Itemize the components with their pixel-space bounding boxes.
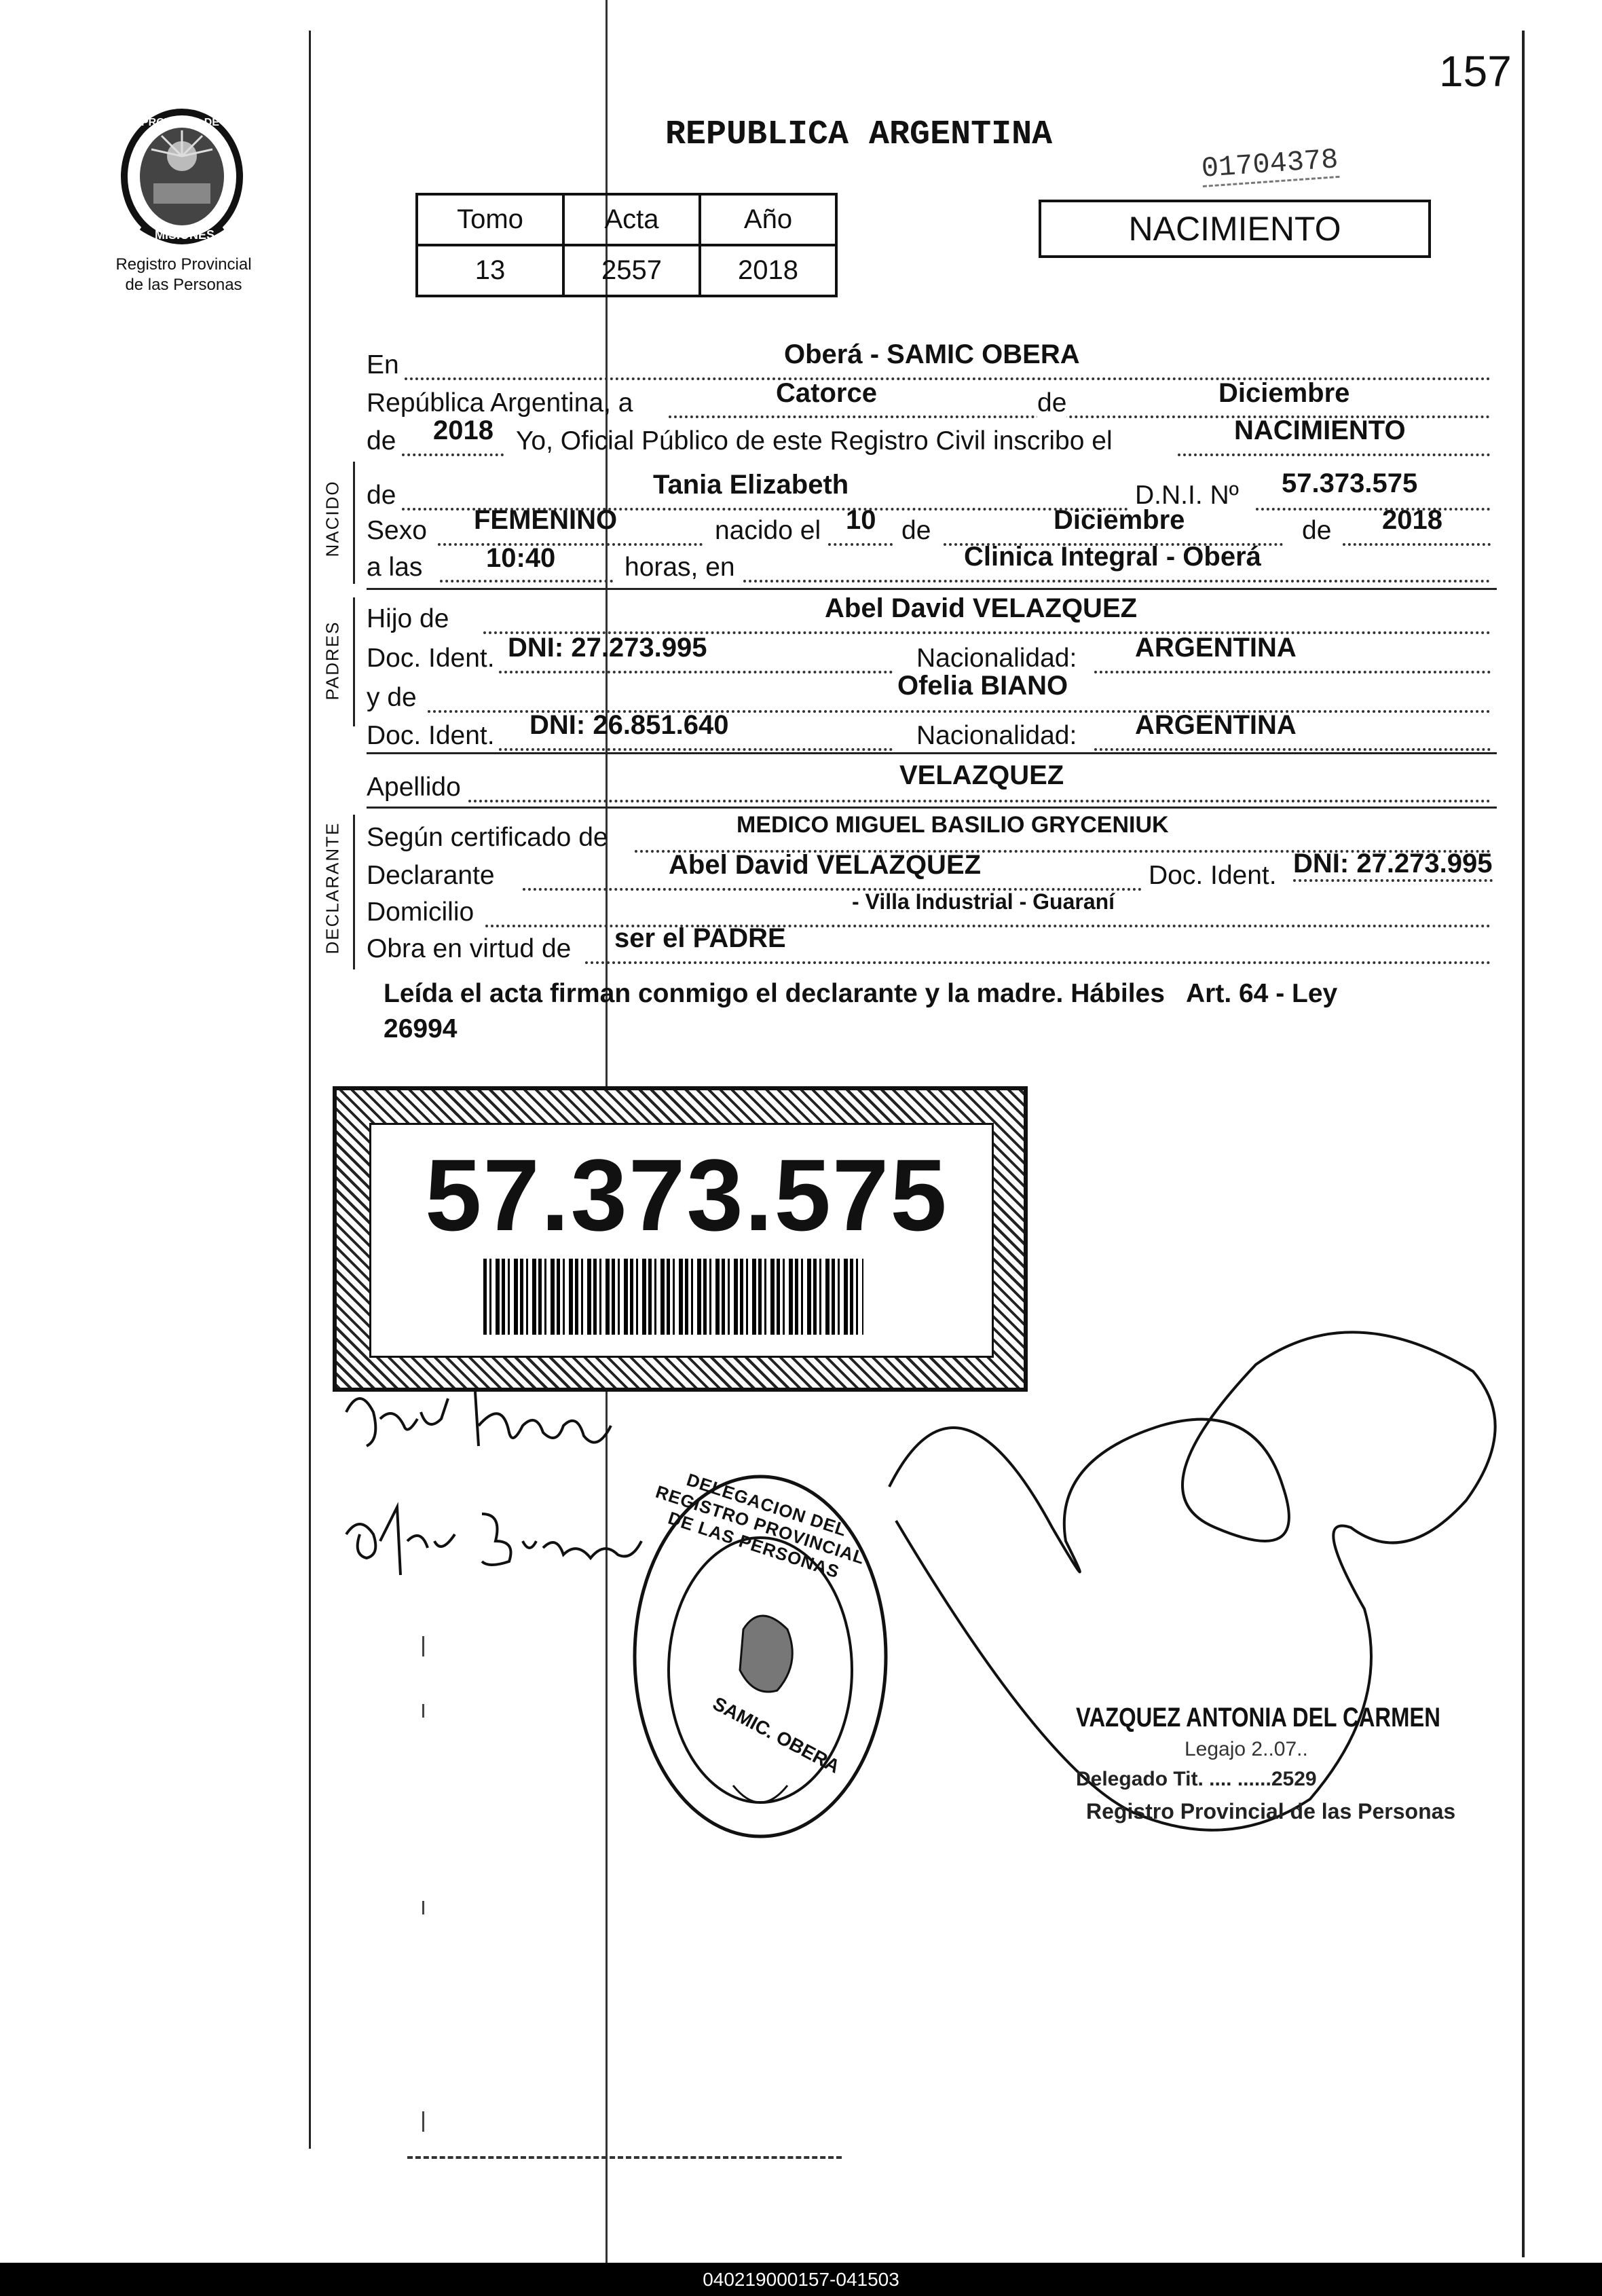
tomo-header: Tomo: [417, 194, 563, 245]
act-type: NACIMIENTO: [1234, 415, 1406, 445]
place-value: Oberá - SAMIC OBERA: [784, 339, 1080, 369]
dom-value: - Villa Industrial - Guaraní: [852, 889, 1115, 914]
obra-value: ser el PADRE: [614, 923, 786, 953]
apellido-label: Apellido: [367, 773, 461, 802]
father-doc: DNI: 27.273.995: [508, 633, 707, 663]
closing-line-1: Leída el acta firman conmigo el declarante y la madre. Hábiles Art. 64 - Ley: [384, 979, 1338, 1008]
child-dni: 57.373.575: [1282, 468, 1418, 498]
country-title: REPUBLICA ARGENTINA: [665, 115, 1053, 154]
mother-nat-label: Nacionalidad:: [916, 721, 1077, 750]
mother-name: Ofelia BIANO: [897, 671, 1068, 701]
official-delegado: Delegado Tit. .... ......2529: [1076, 1768, 1317, 1790]
nacido-el-label: nacido el: [715, 516, 821, 545]
cert-value: MEDICO MIGUEL BASILIO GRYCENIUK: [737, 812, 1169, 838]
apellido-value: VELAZQUEZ: [899, 760, 1064, 790]
day-words: Catorce: [776, 378, 877, 408]
hijo-label: Hijo de: [367, 604, 449, 633]
birth-place: Clinica Integral - Oberá: [964, 542, 1261, 572]
decl-doc: DNI: 27.273.995: [1293, 849, 1493, 882]
official-registry: Registro Provincial de las Personas: [1086, 1799, 1456, 1823]
doc-type: NACIMIENTO: [1128, 210, 1341, 248]
mother-doc: DNI: 26.851.640: [529, 710, 729, 740]
right-margin-line: [1522, 31, 1525, 2257]
stamp-ring-text: DELEGACION DEL REGISTRO PROVINCIAL DE LAS PERSONAS: [653, 1469, 868, 1582]
father-signature: [339, 1371, 625, 1470]
sticker-number: 57.373.575: [425, 1138, 948, 1252]
father-name: Abel David VELAZQUEZ: [825, 593, 1138, 623]
sexo-value: FEMENINO: [474, 505, 618, 535]
official-name: VAZQUEZ ANTONIA DEL CARMEN: [1076, 1703, 1440, 1733]
footer-code: 040219000157-041503: [0, 2263, 1602, 2296]
official-legajo: Legajo 2..07..: [1185, 1738, 1308, 1760]
father-nat: ARGENTINA: [1135, 633, 1297, 663]
birth-month: Diciembre: [1054, 505, 1185, 535]
province-seal: [114, 109, 250, 251]
seal-bottom-text: MISIONES: [155, 228, 215, 242]
year-value: 2018: [433, 415, 493, 445]
nacido-de3: de: [1302, 516, 1332, 545]
yde-label: y de: [367, 683, 417, 712]
delegation-stamp: [625, 1466, 896, 1847]
dni-label: D.N.I. Nº: [1135, 481, 1239, 510]
horas-label: horas, en: [625, 553, 735, 582]
father-nat-label: Nacionalidad:: [916, 644, 1077, 673]
serial-number: 01704378: [1200, 143, 1339, 187]
left-margin-line: [309, 31, 311, 2149]
decl-label: Declarante: [367, 861, 495, 890]
acta-header: Acta: [563, 194, 700, 245]
birth-year: 2018: [1382, 505, 1442, 535]
anio-value: 2018: [700, 245, 836, 296]
seal-caption-2: de las Personas: [125, 276, 242, 294]
mother-nat: ARGENTINA: [1135, 710, 1297, 740]
republic-label: República Argentina, a: [367, 388, 633, 418]
sticker-barcode: [483, 1259, 863, 1335]
statement: Yo, Oficial Público de este Registro Civil inscribo el: [516, 426, 1113, 456]
acta-value: 2557: [563, 245, 700, 296]
stamp-inner-text: SAMIC. OBERA: [709, 1692, 844, 1777]
seal-caption-1: Registro Provincial: [115, 255, 252, 274]
mother-doc-label: Doc. Ident.: [367, 721, 495, 750]
de-label: de: [1037, 388, 1067, 418]
closing-line-2: 26994: [384, 1014, 458, 1043]
nacido-section-label: NACIDO: [322, 480, 343, 557]
child-name: Tania Elizabeth: [653, 470, 849, 500]
dom-label: Domicilio: [367, 897, 474, 927]
nacido-de2: de: [901, 516, 931, 545]
page-number: 157: [1439, 47, 1512, 96]
father-doc-label: Doc. Ident.: [367, 644, 495, 673]
alas-label: a las: [367, 553, 423, 582]
obra-label: Obra en virtud de: [367, 934, 572, 963]
record-table: [415, 193, 838, 297]
anio-header: Año: [700, 194, 836, 245]
padres-section-label: PADRES: [322, 621, 343, 701]
birth-time: 10:40: [486, 543, 556, 573]
cert-label: Según certificado de: [367, 823, 608, 852]
tomo-value: 13: [417, 245, 563, 296]
en-label: En: [367, 350, 399, 379]
mother-signature: [333, 1494, 645, 1592]
sexo-label: Sexo: [367, 516, 427, 545]
declarante-section-label: DECLARANTE: [322, 821, 343, 955]
nacido-de-label: de: [367, 481, 396, 510]
doc-type-box: [1039, 200, 1431, 258]
decl-doc-label: Doc. Ident.: [1149, 861, 1277, 890]
month-value: Diciembre: [1218, 378, 1350, 408]
seal-top-text: PROVINCIA DE: [141, 117, 219, 128]
decl-value: Abel David VELAZQUEZ: [669, 850, 982, 880]
birth-day: 10: [846, 505, 876, 535]
year-prefix: de: [367, 426, 396, 456]
